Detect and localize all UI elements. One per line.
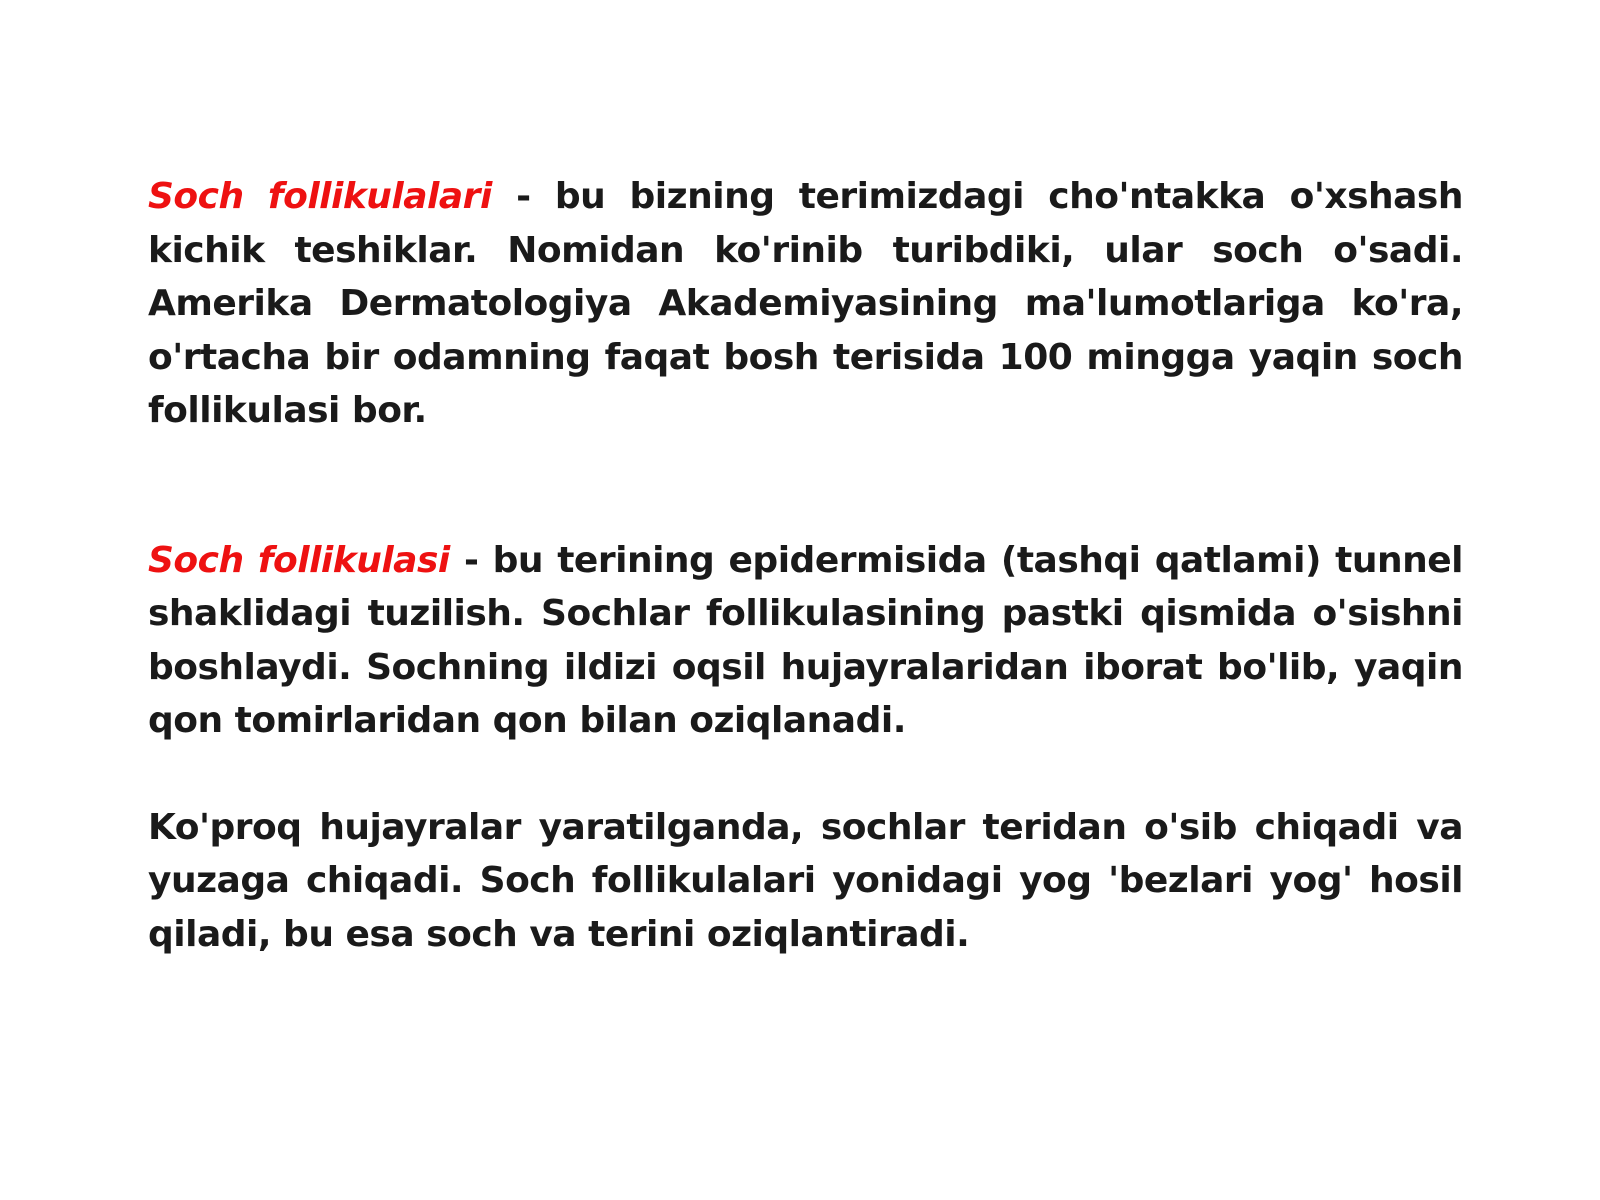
paragraph-text: - bu terining epidermisida (tashqi qatlami) tunnel shaklidagi tuzilish. Sochlar follikulasining pastki qismida o'sishni boshlaydi. Sochning ildizi oqsil hujayralaridan iborat bo'lib, yaqin qon tomirlaridan qon bilan oziqlanadi.	[148, 539, 1463, 741]
term-soch-follikulasi: Soch follikulasi	[148, 539, 450, 581]
paragraph-hair-growth	[148, 801, 1463, 962]
paragraph-hair-follicle	[148, 534, 1463, 748]
term-soch-follikulalari: Soch follikulalari	[148, 176, 492, 217]
slide-body	[148, 170, 1463, 961]
paragraph-text: Ko'proq hujayralar yaratilganda, sochlar teridan o'sib chiqadi va yuzaga chiqadi. Soch follikulalari yonidagi yog 'bezlari yog' hosil qiladi, bu esa soch va terini oziqlantiradi.	[148, 806, 1463, 955]
paragraph-text: - bu bizning terimizdagi cho'ntakka o'xshash kichik teshiklar. Nomidan ko'rinib turibdiki, ular soch o'sadi. Amerika Dermatologiya Akademiyasining ma'lumotlariga ko'ra, o'rtacha bir odamning faqat bosh terisida 100 mingga yaqin soch follikulasi bor.	[148, 176, 1463, 431]
paragraph-hair-follicles	[148, 170, 1463, 438]
